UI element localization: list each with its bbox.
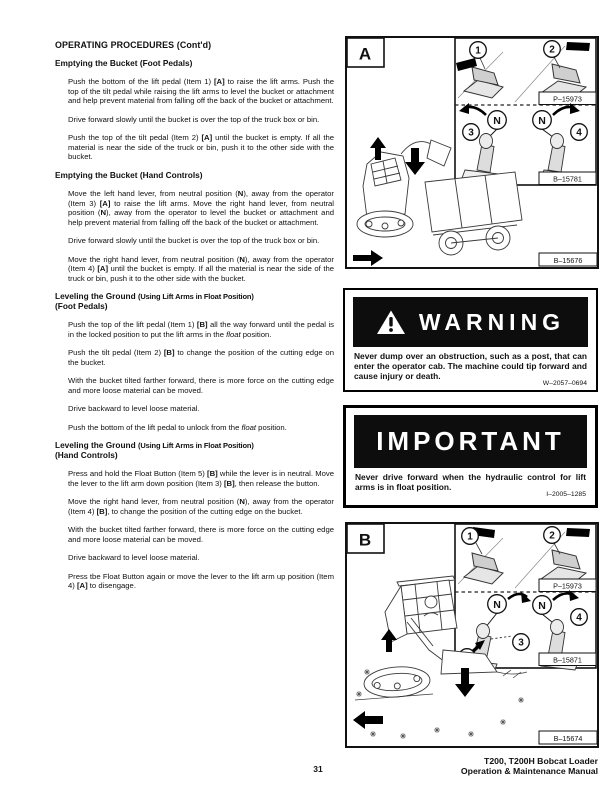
neutral-label: N [538,114,546,127]
paragraph: Push the bottom of the lift pedal (Item 1) [A] to raise the lift arms. Push the top of the tilt pedal while raising the lift arms to level the bucket or attachment and help prevent material from falling off the back of the bucket or attachment. [68,77,335,106]
callout-2: 2 [549,44,555,56]
paragraph: With the bucket tilted farther forward, there is more force on the cutting edge and more loose material can be moved. [68,525,334,544]
paragraph: With the bucket tilted farther forward, there is more force on the cutting edge and more loose material can be moved. [68,376,334,395]
important-title: IMPORTANT [376,426,565,456]
figure-b [345,522,599,748]
footer-manual-title [360,756,598,776]
text-column [55,40,334,600]
section-emptying-hand-controls [55,171,334,284]
paragraph: Move the left hand lever, from neutral position (N), away from the operator (Item 3) [A] to raise the lift arms. Move the right hand lever, from neutral position (N), away from the operator to level the bucket or attachment and help prevent material from falling off the back of the bucket or attachment. [68,189,335,227]
neutral-label: N [493,598,501,611]
page-title: OPERATING PROCEDURES (Cont'd) [55,40,212,50]
callout-2: 2 [549,530,555,542]
footer-model-line: T200, T200H Bobcat Loader [484,756,598,766]
photo-id-pedals: P–15973 [553,581,582,591]
photo-id-levers: B–15781 [553,174,582,184]
heading-text: Leveling the Ground [55,291,136,302]
paragraph: Push the top of the lift pedal (Item 1) [B] all the way forward until the pedal is in the locked position to put the lift arms in the float position. [68,320,334,339]
paragraph: Press tbe Float Button again or move the lever to the lift arm up position (Item 4) [A] to disengage. [68,571,334,591]
photo-id-machine: B–15674 [553,733,583,743]
paragraph: Drive backward to level loose material. [68,404,200,414]
photo-id-machine: B–15676 [553,255,583,265]
neutral-label: N [493,114,501,127]
callout-3: 3 [468,127,474,139]
warning-banner [353,297,588,347]
paragraph: Move the right hand lever, from neutral position (N), away from the operator (Item 4) [B], to change the position of the cutting edge on the bucket. [68,497,334,516]
warning-body: Never dump over an obstruction, such as a post, that can enter the operator cab. The machine could tip forward and cause injury or death. [354,351,587,381]
press-arrow [566,528,590,537]
page-number: 31 [313,764,323,774]
callout-1: 1 [475,45,481,57]
paragraph: Push the tilt pedal (Item 2) [B] to change the position of the cutting edge on the bucket. [68,348,334,367]
heading-line2: (Hand Controls) [55,449,118,460]
heading-cond-text: (Using Lift Arms in Float Position) [137,441,254,451]
figure-a-label: A [358,44,372,64]
important-code: I–2005–1285 [546,491,586,498]
heading-text: Emptying the Bucket (Hand Controls) [55,169,203,180]
paragraph: Drive forward slowly until the bucket is over the top of the truck box or bin. [68,236,320,246]
paragraph: Move the right hand lever, from neutral position (N), away from the operator (Item 4) [A] until the bucket is empty. If all the material is near the side of the truck or bin, push it to the other side with the bucket. [68,254,335,283]
important-box [343,405,598,508]
paragraph: Push the bottom of the lift pedal to unlock from the float position. [68,422,287,432]
callout-4: 4 [576,127,582,139]
figure-b-label: B [358,530,372,550]
heading-text: Emptying the Bucket (Foot Pedals) [55,58,193,68]
heading-cond-text: (Using Lift Arms in Float Position) [137,292,254,302]
warning-title: WARNING [418,308,566,335]
footer-manual-line: Operation & Maintenance Manual [460,766,598,776]
section-heading [55,59,334,69]
warning-triangle-icon [376,309,406,336]
callout-4: 4 [576,612,582,624]
section-leveling-foot-pedals [55,292,334,432]
paragraph: Drive forward slowly until the bucket is over the top of the truck box or bin. [68,114,320,124]
photo-id-levers: B–15871 [553,655,582,665]
heading-text: Leveling the Ground [55,440,136,451]
press-arrow [566,42,590,51]
warning-code: W–2057–0694 [542,380,587,387]
paragraph: Push the top of the tilt pedal (Item 2) [A] until the bucket is empty. If all the material is near the side of the truck or bin, push it to the other side with the bucket. [68,133,335,162]
section-heading [55,292,334,312]
heading-line2: (Foot Pedals) [55,301,108,312]
paragraph: Press and hold the Float Button (Item 5) [B] while the lever is in neutral. Move the lever to the lift arm down position (Item 3) [B], then release the button. [68,469,334,488]
paragraph: Drive backward to level loose material. [68,553,200,563]
figure-a [345,36,599,269]
important-banner [354,415,587,468]
section-heading [55,441,334,461]
warning-box [343,288,598,392]
section-heading [55,171,334,181]
callout-1: 1 [467,531,473,543]
section-leveling-hand-controls [55,441,334,591]
section-emptying-foot-pedals [55,59,334,162]
important-body: Never drive forward when the hydraulic control for lift arms is in float position. [355,472,586,492]
photo-id-pedals: P–15973 [553,94,582,104]
callout-3: 3 [518,637,524,649]
neutral-label: N [538,599,546,612]
